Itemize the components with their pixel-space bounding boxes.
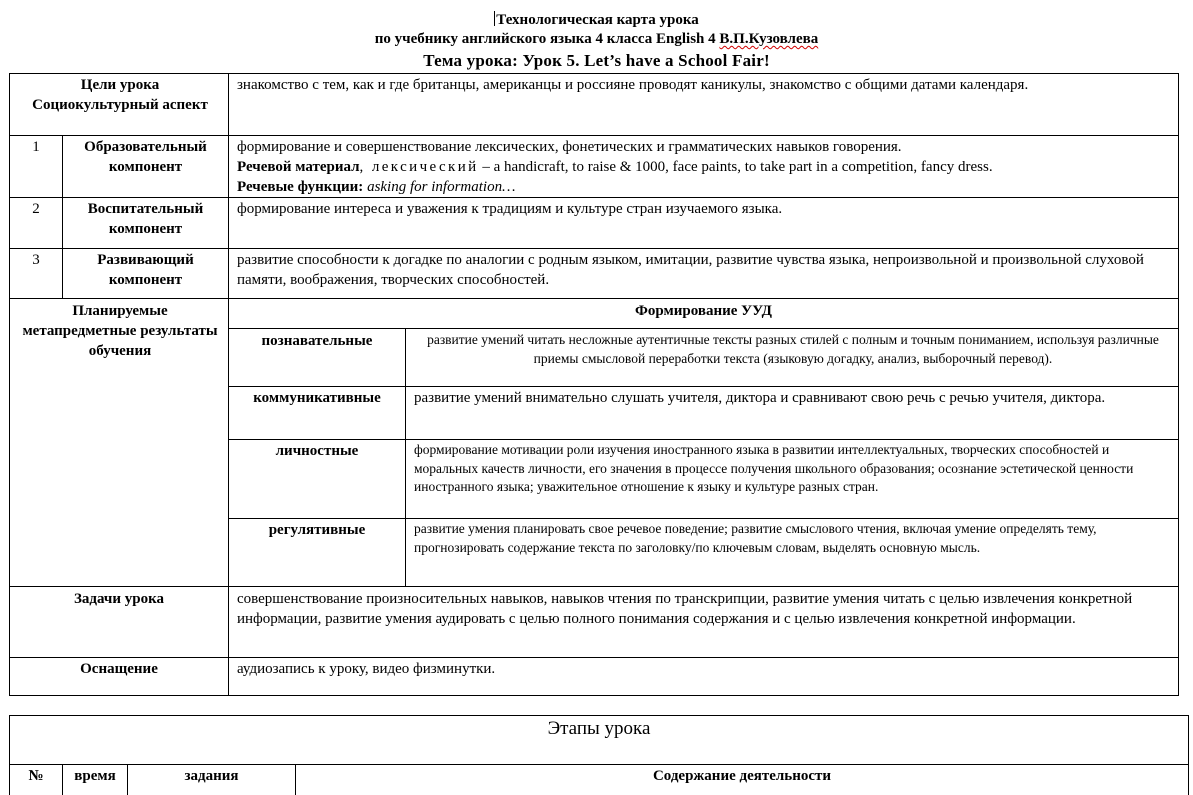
table-border-line xyxy=(405,328,406,587)
component-text: развитие способности к догадке по аналогии с родным языком, имитации, развитие чувства языка, непроизвольной и произвольной слуховой памяти, воображения, творческих способностей. xyxy=(237,252,1144,288)
table-border-line xyxy=(9,248,1179,249)
table-border-line xyxy=(228,328,1179,329)
uud-title: Формирование УУД xyxy=(635,303,772,319)
component-label: Образовательный компонент xyxy=(84,139,207,175)
table-border-line xyxy=(228,386,1179,387)
stages-column-header: Содержание деятельности xyxy=(652,768,832,784)
tasks-label: Задачи урока xyxy=(73,591,164,607)
component-text: формирование интереса и уважения к традициям и культуре стран изучаемого языка. xyxy=(237,201,783,217)
uud-text: развитие умений внимательно слушать учителя, диктора и сравнивают свою речь с речью учителя, диктора. xyxy=(414,390,1106,406)
table-border-line xyxy=(228,439,1179,440)
table-border-line xyxy=(9,135,1179,136)
table-border-line xyxy=(9,298,1179,299)
component-number: 3 xyxy=(32,252,40,268)
goals-text: знакомство с тем, как и где британцы, американцы и россияне проводят каникулы, знакомство с общими датами календаря. xyxy=(237,77,1029,93)
component-label: Развивающий компонент xyxy=(97,252,194,288)
uud-text: развитие умений читать несложные аутентичные тексты разных стилей с полным и точным пониманием, используя различные приемы смысловой переработки текста (языковую догадку, анализ, выборочный перевод). xyxy=(427,332,1159,366)
uud-text: формирование мотивации роли изучения иностранного языка в развитии интеллектуальных, творческих способностей и моральных качеств личности, его значения в процессе получения школьного образования; осознание эстетической ценности иностранного языка; уважительное отношение к языку и культуре разных стран. xyxy=(414,442,1134,494)
table-border-line xyxy=(228,73,229,696)
uud-text: развитие умения планировать свое речевое поведение; развитие смыслового чтения, включая умение определять тему, прогнозировать содержание текста по заголовку/по ключевым словам, выделять основную мысль. xyxy=(414,521,1097,555)
doc-subtitle: по учебнику английского языка 4 класса English 4 В.П.Кузовлева xyxy=(374,31,819,47)
stages-column-header: время xyxy=(74,768,116,784)
table-border-line xyxy=(9,764,1189,765)
table-border-line xyxy=(9,197,1179,198)
table-border-line xyxy=(9,73,1179,74)
stages-column-header: № xyxy=(28,768,44,784)
uud-label: познавательные xyxy=(261,333,373,349)
table-border-line xyxy=(1178,73,1179,696)
table-border-line xyxy=(9,715,1189,716)
component-number: 2 xyxy=(32,201,40,217)
uud-label: коммуникативные xyxy=(253,390,381,406)
stages-title: Этапы урока xyxy=(547,718,651,739)
uud-label: регулятивные xyxy=(268,522,366,538)
table-border-line xyxy=(228,518,1179,519)
equipment-label: Оснащение xyxy=(80,661,158,677)
component-number: 1 xyxy=(32,139,40,155)
tasks-text: совершенствование произносительных навыков, навыков чтения по транскрипции, развитие умения читать с целью извлечения конкретной информации, развитие умения аудировать с целью полного понимания содержания и с целью извлечения конкретной информации. xyxy=(237,591,1133,627)
goals-label: Цели урока Социокультурный аспект xyxy=(32,77,208,113)
table-border-line xyxy=(9,586,1179,587)
equipment-text: аудиозапись к уроку, видео физминутки. xyxy=(237,661,496,677)
uud-label: личностные xyxy=(275,443,359,459)
table-border-line xyxy=(9,695,1179,696)
speech-material: Речевой материал, лексический – a handicraft, to raise & 1000, face paints, to take part in a competition, fancy dress. xyxy=(237,159,993,175)
component-text: формирование и совершенствование лексических, фонетических и грамматических навыков говорения. Речевой материал, лексический – a handicraft, to raise & 1000, face paints, to take part in a competition, fancy dress. Речевые функции: asking for information… xyxy=(237,137,1172,197)
author-name: В.П.Кузовлева xyxy=(719,31,819,47)
stages-column-header: задания xyxy=(184,768,239,784)
speech-functions: Речевые функции: asking for information… xyxy=(237,179,516,195)
component-label: Воспитательный компонент xyxy=(87,201,204,237)
planned-results-label: Планируемые метапредметные результаты обучения xyxy=(22,303,218,359)
doc-title: Технологическая карта урока xyxy=(496,12,699,28)
lesson-topic: Тема урока: Урок 5. Let’s have a School Fair! xyxy=(423,51,770,70)
table-border-line xyxy=(9,657,1179,658)
